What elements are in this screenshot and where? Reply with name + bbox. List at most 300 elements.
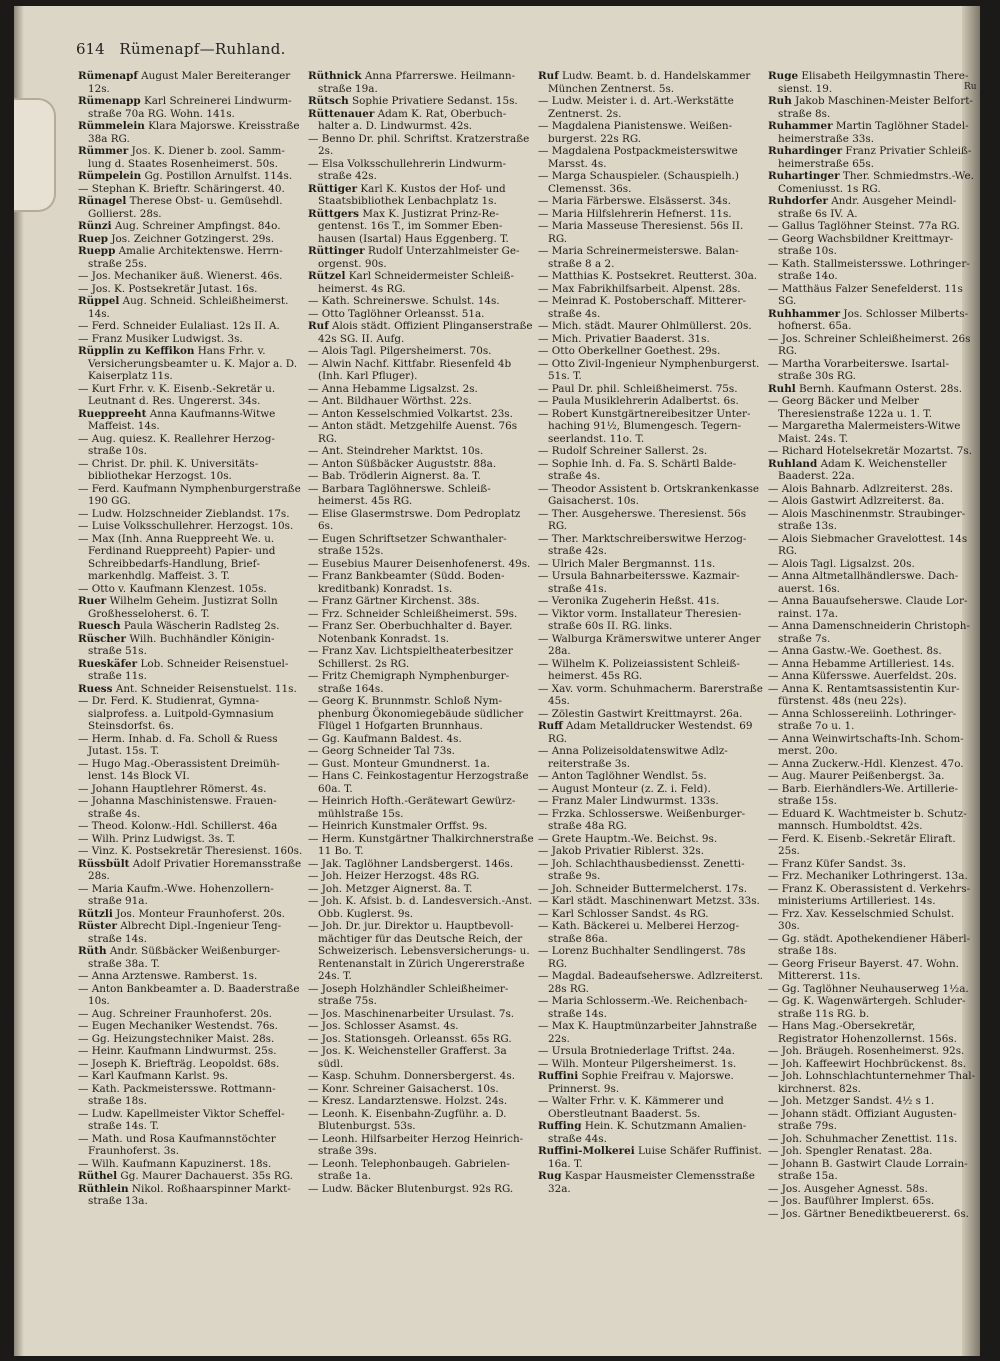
directory-entry	[538, 1045, 764, 1058]
entry-text: Albrecht Dipl.-Ingenieur Tengstraße 14s.	[88, 920, 282, 945]
entry-text: — Anton städt. Metzgehilfe Auenst. 76s RG.	[308, 420, 518, 445]
entry-text: — Anna Arztenswe. Ramberst. 1s.	[78, 970, 258, 982]
directory-entry	[308, 920, 534, 983]
directory-entry	[538, 270, 764, 283]
directory-entry	[768, 758, 976, 771]
entry-text: — Jos. Gärtner Benediktbeuererst. 6s.	[768, 1207, 969, 1220]
directory-entry	[78, 333, 304, 346]
entry-text: — Alois Tagl. Pilgersheimerst. 70s.	[308, 345, 492, 357]
entry-text: Therese Obst- u. Gemüsehdl. Gollierst. 28s.	[88, 195, 283, 220]
directory-entry	[768, 233, 976, 258]
entry-text: — Aug. quiesz. K. Reallehrer Herzogstraße 10s.	[78, 432, 275, 457]
entry-surname: Ruf	[538, 70, 559, 82]
directory-entry	[538, 633, 764, 658]
entry-text: — Franz Küfer Sandst. 3s.	[768, 857, 907, 870]
entry-text: — Alwin Nachf. Kittfabr. Riesenfeld 4b (Inh. Karl Pfluger).	[308, 357, 512, 382]
entry-text: — Anton Bankbeamter a. D. Baaderstraße 10s.	[78, 982, 300, 1007]
directory-entry	[78, 220, 304, 233]
directory-entry	[308, 358, 534, 383]
entry-text: — Franz Musiker Ludwigst. 3s.	[78, 332, 243, 345]
directory-entry	[78, 1008, 304, 1021]
entry-text: — Sophie Inh. d. Fa. S. Schärtl Baldestraße 4s.	[538, 457, 737, 482]
entry-text: — Georg K. Brunnmstr. Schloß Nymphenburg Ökonomiegebäude südlicher Flügel 1 Hofgarten Brunnhaus.	[308, 695, 524, 732]
directory-entry	[538, 808, 764, 833]
directory-entry	[78, 1083, 304, 1108]
directory-entry	[538, 833, 764, 846]
entry-surname: Rünzi	[78, 220, 112, 232]
entry-surname: Rüthlein	[78, 1182, 129, 1195]
entry-text: — Gg. Taglöhner Neuhauserweg 1½a.	[768, 982, 969, 995]
directory-entry	[308, 345, 534, 358]
directory-entry	[308, 533, 534, 558]
directory-entry	[78, 283, 304, 296]
directory-entry	[768, 1145, 976, 1158]
entry-surname: Ruffini	[538, 1070, 579, 1082]
directory-entry	[538, 458, 764, 483]
entry-text: Bernh. Kaufmann Osterst. 28s.	[799, 382, 963, 395]
entry-surname: Rüssbült	[78, 857, 130, 870]
entry-text: — Karl Schlosser Sandst. 4s RG.	[538, 907, 709, 920]
directory-entry	[768, 883, 976, 908]
column-4	[768, 70, 976, 1220]
directory-entry	[768, 170, 976, 195]
entry-surname: Ruepp	[78, 245, 116, 257]
directory-entry	[308, 108, 534, 133]
directory-entry	[78, 1158, 304, 1171]
directory-entry	[78, 345, 304, 383]
entry-text: Anna Kaufmanns-Witwe Maffeist. 14s.	[88, 407, 276, 432]
directory-entry	[308, 183, 534, 208]
directory-entry	[78, 1033, 304, 1046]
directory-entry	[308, 570, 534, 595]
entry-text: — Anna Altmetallhändlerswe. Dachauerst. 16s.	[768, 570, 959, 595]
directory-entry	[78, 1183, 304, 1208]
entry-text: Amalie Architektenswe. Herrnstraße 25s.	[88, 245, 283, 270]
entry-text: — Jos. K. Weichensteller Grafferst. 3a südl.	[308, 1045, 507, 1070]
entry-text: — Hans Mag.-Obersekretär, Registrator Hohenzollernst. 156s.	[768, 1020, 957, 1045]
directory-entry	[78, 245, 304, 270]
entry-text: Franz Privatier Schleißheimerstraße 65s.	[778, 145, 972, 170]
directory-entry	[78, 383, 304, 408]
directory-entry	[308, 1033, 534, 1046]
directory-entry	[768, 420, 976, 445]
directory-entry	[768, 683, 976, 708]
entry-text: Paula Wäscherin Radlsteg 2s.	[123, 620, 280, 632]
directory-entry	[768, 645, 976, 658]
entry-text: — Anton Taglöhner Wendlst. 5s.	[538, 770, 707, 782]
entry-text: — Anna Zuckerw.-Hdl. Klenzest. 47o.	[768, 757, 964, 770]
entry-text: — Aug. Schreiner Fraunhoferst. 20s.	[78, 1007, 272, 1020]
entry-surname: Rueppreeht	[78, 407, 147, 420]
directory-entry	[308, 833, 534, 858]
entry-text: — Barbara Taglöhnerswe. Schleißheimerst. 45s RG.	[308, 482, 491, 507]
directory-entry	[308, 1133, 534, 1158]
directory-entry	[78, 95, 304, 120]
entry-text: — Joh. Schneider Buttermelcherst. 17s.	[538, 882, 747, 895]
entry-text: — Jos. Ausgeher Agnesst. 58s.	[768, 1182, 928, 1195]
entry-text: — Otto Zivil-Ingenieur Nymphenburgerst. 51s. T.	[538, 357, 760, 382]
directory-entry	[308, 420, 534, 445]
directory-entry	[768, 558, 976, 571]
entry-text: — Johanna Maschinistenswe. Frauenstraße 4s.	[78, 795, 277, 820]
entry-text: — Franz Bankbeamter (Südd. Bodenkreditbank) Konradst. 1s.	[308, 570, 505, 595]
page-header	[76, 40, 286, 58]
entry-text: — Veronika Zugeherin Heßst. 41s.	[538, 595, 720, 607]
entry-text: — Vinz. K. Postsekretär Theresienst. 160s.	[78, 845, 303, 857]
entry-surname: Rümmer	[78, 145, 129, 157]
entry-surname: Rüttenauer	[308, 107, 375, 120]
directory-entry	[538, 208, 764, 221]
entry-surname: Ruhhammer	[768, 307, 841, 320]
directory-entry	[538, 283, 764, 296]
directory-entry	[768, 858, 976, 871]
entry-surname: Ruffing	[538, 1120, 582, 1132]
directory-entry	[308, 1183, 534, 1196]
directory-entry	[308, 458, 534, 471]
directory-entry	[538, 1145, 764, 1170]
directory-entry	[78, 1058, 304, 1071]
directory-entry	[78, 908, 304, 921]
directory-entry	[538, 483, 764, 508]
entry-text: Alois städt. Offizient Plinganserstraße 42s SG. II. Aufg.	[318, 320, 533, 345]
entry-text: — Otto v. Kaufmann Klenzest. 105s.	[78, 582, 267, 595]
entry-text: — Ant. Bildhauer Wörthst. 22s.	[308, 395, 472, 407]
column-2	[308, 70, 534, 1195]
entry-text: — Joh. Dr. jur. Direktor u. Hauptbevollmächtiger für das Deutsche Reich, der Schweizerisch. Lebensversicherungs- u. Rentenanstalt in Zürich Ungererstraße 24s. T.	[308, 920, 530, 982]
entry-surname: Ruff	[538, 720, 563, 732]
directory-entry	[538, 445, 764, 458]
directory-entry	[308, 1083, 534, 1096]
directory-entry	[308, 883, 534, 896]
entry-text: Karl Schreinerei Lindwurmstraße 70a RG. Wohn. 141s.	[88, 95, 292, 120]
entry-text: Sophie Privatiere Sedanst. 15s.	[352, 95, 518, 107]
directory-entry	[308, 1095, 534, 1108]
entry-text: — Gg. Heizungstechniker Maist. 28s.	[78, 1032, 275, 1045]
directory-entry	[538, 558, 764, 571]
entry-surname: Rütsch	[308, 95, 349, 107]
directory-entry	[538, 408, 764, 446]
entry-text: — Alois Siebmacher Gravelottest. 14s RG.	[768, 532, 968, 557]
directory-entry	[308, 320, 534, 345]
entry-text: — Otto Taglöhner Orleansst. 51a.	[308, 307, 485, 320]
entry-text: — Ther. Marktschreiberswitwe Herzogstraße 42s.	[538, 532, 747, 557]
entry-surname: Rüttiger	[308, 182, 358, 195]
entry-text: — Richard Hotelsekretär Mozartst. 7s.	[768, 445, 973, 457]
entry-text: Nikol. Roßhaarspinner Marktstraße 13a.	[88, 1182, 291, 1207]
directory-entry	[768, 983, 976, 996]
directory-entry	[768, 495, 976, 508]
entry-text: — Frz. Mechaniker Lothringerst. 13a.	[768, 870, 968, 882]
entry-text: — Franz Gärtner Kirchenst. 38s.	[308, 595, 480, 607]
side-edge-text: Ru	[964, 82, 977, 92]
entry-text: — Maria Masseuse Theresienst. 56s II. RG.	[538, 220, 744, 245]
entry-text: — Luise Volksschullehrer. Herzogst. 10s.	[78, 520, 294, 532]
entry-surname: Ruffini-Molkerei	[538, 1145, 635, 1157]
directory-entry	[78, 820, 304, 833]
entry-text: — Paula Musiklehrerin Adalbertst. 6s.	[538, 395, 739, 407]
directory-entry	[78, 595, 304, 620]
entry-text: — Jak. Taglöhner Landsbergerst. 146s.	[308, 857, 514, 870]
entry-text: — Maria Hilfslehrerin Hefnerst. 11s.	[538, 207, 732, 220]
directory-entry	[538, 795, 764, 808]
entry-text: Luise Schäfer Ruffinist. 16a. T.	[548, 1145, 762, 1170]
entry-text: — Jakob Privatier Riblerst. 32s.	[538, 845, 705, 857]
directory-entry	[768, 220, 976, 233]
entry-text: — Viktor vorm. Installateur Theresienstraße 60s II. RG. links.	[538, 607, 742, 632]
entry-text: — Frzka. Schlosserswe. Weißenburgerstraße 48a RG.	[538, 807, 746, 832]
entry-text: — Leonh. Telephonbaugeh. Gabrielenstraße 1a.	[308, 1157, 510, 1182]
entry-text: — Hugo Mag.-Oberassistent Dreimühlenst. 14s Block VI.	[78, 757, 280, 782]
entry-text: Wilhelm Geheim. Justizrat Solln Großhesseloherst. 6. T.	[88, 595, 278, 620]
directory-entry	[78, 983, 304, 1008]
entry-text: — Fritz Chemigraph Nymphenburgerstraße 164s.	[308, 670, 510, 695]
directory-entry	[308, 670, 534, 695]
entry-surname: Ruhdorfer	[768, 195, 828, 207]
entry-text: — Max Fabrikhilfsarbeit. Alpenst. 28s.	[538, 282, 741, 295]
entry-text: Adam K. Rat, Oberbuchhalter a. D. Lindwurmst. 42s.	[318, 107, 507, 132]
directory-entry	[308, 445, 534, 458]
page-number: 614	[76, 40, 105, 58]
directory-entry	[538, 245, 764, 270]
directory-entry	[768, 458, 976, 483]
entry-text: — Anna Bauaufseherswe. Claude Lorrainst. 17a.	[768, 595, 968, 620]
entry-text: — Anton Kesselschmied Volkartst. 23s.	[308, 407, 513, 420]
entry-text: — Anna Gastw.-We. Goethest. 8s.	[768, 645, 942, 657]
entry-text: Ludw. Beamt. b. d. Handelskammer München Zentnerst. 5s.	[548, 70, 751, 95]
directory-entry	[308, 733, 534, 746]
directory-entry	[308, 745, 534, 758]
directory-entry	[308, 70, 534, 95]
entry-surname: Ruer	[78, 595, 107, 607]
entry-text: Max K. Justizrat Prinz-Regentenst. 16s T., im Sommer Ebenhausen (Isartal) Haus Eggenberg. T.	[318, 207, 509, 245]
directory-entry	[768, 1183, 976, 1196]
directory-entry	[538, 920, 764, 945]
entry-text: — Ludw. Bäcker Blutenburgst. 92s RG.	[308, 1182, 514, 1195]
entry-text: — Jos. Maschinenarbeiter Ursulast. 7s.	[308, 1007, 515, 1020]
directory-entry	[768, 995, 976, 1020]
entry-text: — Max K. Hauptmünzarbeiter Jahnstraße 22s.	[538, 1020, 757, 1045]
directory-entry	[768, 95, 976, 120]
entry-text: Karl K. Kustos der Hof- und Staatsbibliothek Lenbachplatz 1s.	[318, 182, 506, 207]
directory-entry	[768, 1208, 976, 1221]
entry-text: Hans Frhr. v. Versicherungsbeamter u. K. Major a. D. Kaiserplatz 11s.	[88, 345, 298, 382]
entry-text: Adam Metalldrucker Westendst. 69 RG.	[548, 720, 753, 745]
directory-entry	[538, 395, 764, 408]
entry-surname: Rüttinger	[308, 245, 365, 257]
directory-entry	[78, 520, 304, 533]
column-1	[78, 70, 304, 1208]
entry-text: — Ferd. Kaufmann Nymphenburgerstraße 190 GG.	[78, 482, 301, 507]
directory-entry	[768, 620, 976, 645]
directory-entry	[308, 608, 534, 621]
directory-entry	[308, 770, 534, 795]
directory-entry	[78, 920, 304, 945]
directory-entry	[538, 220, 764, 245]
entry-text: — Georg Bäcker und Melber Theresienstraße 122a u. 1. T.	[768, 395, 932, 420]
entry-text: — Johann B. Gastwirt Claude Lorrainstraße 15a.	[768, 1157, 968, 1182]
directory-entry	[768, 1158, 976, 1183]
directory-entry	[538, 908, 764, 921]
entry-text: — Franz Ser. Oberbuchhalter d. Bayer. Notenbank Konradst. 1s.	[308, 620, 513, 645]
entry-text: — Joh. Heizer Herzogst. 48s RG.	[308, 870, 480, 882]
entry-text: — Wilh. Kaufmann Kapuzinerst. 18s.	[78, 1157, 272, 1170]
entry-surname: Ruhartinger	[768, 170, 840, 182]
entry-text: Rudolf Unterzahlmeister Georgenst. 90s.	[318, 245, 520, 270]
entry-text: — Alois Bahnarb. Adlzreiterst. 28s.	[768, 482, 954, 495]
entry-text: — Joh. Lohnschlachtunternehmer Thalkirchnerst. 82s.	[768, 1070, 976, 1095]
directory-entry	[78, 683, 304, 696]
directory-entry	[768, 120, 976, 145]
entry-text: — Ludw. Meister i. d. Art.-Werkstätte Zentnerst. 2s.	[538, 95, 734, 120]
directory-entry	[78, 833, 304, 846]
entry-text: — Joh. Metzger Sandst. 4½ s 1.	[768, 1095, 935, 1107]
directory-entry	[538, 508, 764, 533]
entry-text: Sophie Freifrau v. Majorswe. Prinnerst. 9s.	[548, 1070, 734, 1095]
directory-entry	[78, 733, 304, 758]
entry-text: — Martha Vorarbeiterswe. Isartalstraße 30s RG.	[768, 357, 949, 382]
directory-entry	[768, 1058, 976, 1071]
entry-text: — Kath. Bäckerei u. Melberei Herzogstraße 86a.	[538, 920, 739, 945]
entry-text: — Math. und Rosa Kaufmannstöchter Fraunhoferst. 3s.	[78, 1132, 276, 1157]
entry-surname: Ruhammer	[768, 120, 833, 132]
directory-entry	[538, 195, 764, 208]
entry-text: Jos. K. Diener b. zool. Sammlung d. Staates Rosenheimerst. 50s.	[88, 145, 285, 170]
entry-text: Anna Pfarrerswe. Heilmannstraße 19a.	[318, 70, 516, 95]
entry-text: — Walburga Krämerswitwe unterer Anger 28a.	[538, 632, 761, 657]
entry-surname: Rüthnick	[308, 70, 362, 82]
entry-surname: Rümenapp	[78, 95, 141, 107]
entry-text: — Joh. Metzger Aignerst. 8a. T.	[308, 882, 473, 895]
entry-text: Andr. Süßbäcker Weißenburgerstraße 38a. T.	[88, 945, 280, 970]
entry-text: — Konr. Schreiner Gaisacherst. 10s.	[308, 1082, 499, 1095]
directory-entry	[538, 770, 764, 783]
directory-entry	[768, 445, 976, 458]
entry-surname: Rümmelein	[78, 120, 145, 132]
directory-entry	[308, 1108, 534, 1133]
entry-text: Jos. Schlosser Milbertshofnerst. 65a.	[778, 307, 969, 332]
entry-text: — Jos. Bauführer Implerst. 65s.	[768, 1195, 935, 1207]
directory-entry	[768, 308, 976, 333]
directory-entry	[538, 1020, 764, 1045]
directory-entry	[308, 383, 534, 396]
entry-surname: Ruesch	[78, 620, 121, 632]
directory-entry	[78, 658, 304, 683]
entry-text: — Benno Dr. phil. Schriftst. Kratzerstraße 2s.	[308, 132, 530, 157]
entry-text: — Eugen Mechaniker Westendst. 76s.	[78, 1020, 278, 1032]
entry-text: — Jos. Schreiner Schleißheimerst. 26s RG.	[768, 332, 971, 357]
entry-text: — Robert Kunstgärtnereibesitzer Unterhaching 91½, Blumengesch. Tegernseerlandst. 11o. T.	[538, 407, 751, 445]
entry-surname: Ruep	[78, 232, 109, 245]
directory-entry	[308, 758, 534, 771]
directory-entry	[538, 70, 764, 95]
entry-text: — Mich. Privatier Baaderst. 31s.	[538, 332, 710, 345]
entry-text: — Anna Schlossereiinh. Lothringerstraße 7o u. 1.	[768, 707, 957, 732]
directory-entry	[538, 533, 764, 558]
entry-text: Hein. K. Schutzmann Amalienstraße 44s.	[548, 1120, 747, 1145]
entry-surname: Ruh	[768, 95, 792, 107]
entry-text: — Theod. Kolonw.-Hdl. Schillerst. 46a	[78, 820, 278, 832]
directory-entry	[78, 183, 304, 196]
directory-entry	[308, 983, 534, 1008]
directory-entry	[78, 795, 304, 820]
entry-text: — Alois Maschinenmstr. Straubingerstraße 13s.	[768, 507, 966, 532]
directory-entry	[538, 333, 764, 346]
entry-text: — Paul Dr. phil. Schleißheimerst. 75s.	[538, 382, 738, 395]
entry-text: — Christ. Dr. phil. K. Universitätsbibliothekar Herzogst. 10s.	[78, 457, 259, 482]
directory-entry	[768, 670, 976, 683]
directory-entry	[78, 195, 304, 220]
directory-entry	[768, 383, 976, 396]
entry-text: — Joh. K. Afsist. b. d. Landesversich.-Anst. Obb. Kuglerst. 9s.	[308, 895, 533, 920]
entry-text: — Heinrich Hofth.-Gerätewart Gewürzmühlstraße 15s.	[308, 795, 516, 820]
entry-text: — Anna Küfersswe. Auerfeldst. 20s.	[768, 670, 957, 682]
directory-entry	[308, 1045, 534, 1070]
entry-text: — Rudolf Schreiner Sallerst. 2s.	[538, 445, 708, 457]
directory-entry	[538, 383, 764, 396]
directory-entry	[308, 870, 534, 883]
page-title: Rümenapf—Ruhland.	[119, 40, 286, 58]
entry-text: — Bab. Trödlerin Aignerst. 8a. T.	[308, 470, 481, 482]
entry-text: — Joh. Schlachthausbediensst. Zenettistraße 9s.	[538, 857, 745, 882]
entry-text: Adolf Privatier Horemansstraße 28s.	[88, 857, 302, 882]
directory-entry	[308, 295, 534, 308]
directory-entry	[78, 1045, 304, 1058]
directory-entry	[768, 1070, 976, 1095]
directory-entry	[78, 695, 304, 733]
directory-entry	[78, 858, 304, 883]
directory-entry	[308, 820, 534, 833]
directory-entry	[768, 570, 976, 595]
directory-entry	[538, 708, 764, 721]
directory-entry	[768, 283, 976, 308]
entry-text: — Anna Damenschneiderin Christophstraße 7s.	[768, 620, 970, 645]
entry-surname: Rüppel	[78, 295, 120, 307]
directory-entry	[78, 1070, 304, 1083]
directory-entry	[538, 995, 764, 1020]
entry-text: — Ulrich Maler Bergmannst. 11s.	[538, 557, 716, 570]
directory-entry	[78, 120, 304, 145]
entry-text: — Jos. Schlosser Asamst. 4s.	[308, 1020, 459, 1032]
entry-text: — Herm. Kunstgärtner Thalkirchnerstraße 11 Bo. T.	[308, 832, 534, 857]
directory-entry	[538, 945, 764, 970]
entry-text: — Eduard K. Wachtmeister b. Schutzmannsch. Humboldtst. 42s.	[768, 807, 967, 832]
entry-text: — Joh. Spengler Renatast. 28a.	[768, 1145, 933, 1157]
entry-text: — Matthäus Falzer Senefelderst. 11s SG.	[768, 282, 963, 307]
directory-entry	[768, 1133, 976, 1146]
entry-text: — Aug. Maurer Peißenbergst. 3a.	[768, 770, 945, 782]
entry-text: — Wilh. Prinz Ludwigst. 3s. T.	[78, 832, 236, 845]
directory-entry	[538, 608, 764, 633]
directory-entry	[538, 95, 764, 120]
entry-text: — Ursula Brotniederlage Triftst. 24a.	[538, 1045, 735, 1057]
directory-entry	[538, 170, 764, 195]
entry-text: — Hans C. Feinkostagentur Herzogstraße 60a. T.	[308, 770, 529, 795]
entry-text: Jos. Zeichner Gotzingerst. 29s.	[111, 232, 275, 245]
directory-entry	[538, 1170, 764, 1195]
directory-entry	[308, 158, 534, 183]
entry-surname: Ruhland	[768, 457, 818, 470]
directory-entry	[78, 295, 304, 320]
directory-entry	[308, 595, 534, 608]
entry-text: August Maler Bereiteranger 12s.	[88, 70, 291, 95]
entry-text: — Eusebius Maurer Deisenhofenerst. 49s.	[308, 557, 531, 570]
entry-text: — Ther. Ausgeherswe. Theresienst. 56s RG.	[538, 507, 747, 532]
directory-entry	[768, 770, 976, 783]
entry-text: Gg. Postillon Arnulfst. 114s.	[144, 170, 293, 182]
entry-surname: Rüttgers	[308, 207, 359, 220]
directory-entry	[538, 970, 764, 995]
directory-entry	[308, 470, 534, 483]
